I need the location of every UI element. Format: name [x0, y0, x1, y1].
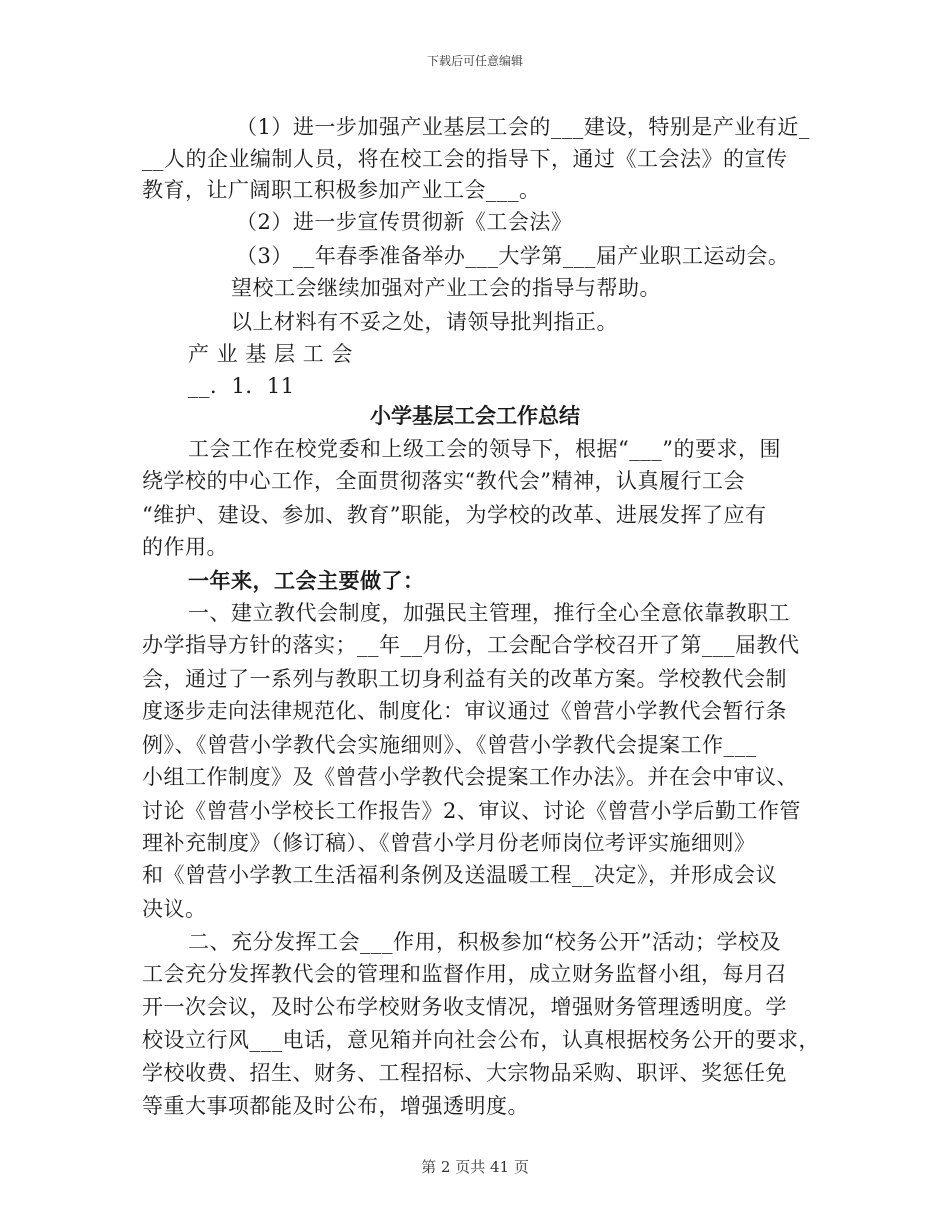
text-line: 开一次会议，及时公布学校财务收支情况，增强财务管理透明度。学 — [142, 995, 787, 1019]
text-line: 工会充分发挥教代会的管理和监督作用，成立财务监督小组，每月召 — [142, 962, 787, 986]
page-footer: 第 2 页共 41 页 — [421, 1158, 529, 1176]
text-line: 二、充分发挥工会___作用，积极参加“校务公开”活动；学校及 — [188, 930, 781, 954]
text-line: （2）进一步宣传贯彻新《工会法》 — [236, 210, 573, 234]
text-line: 的作用。 — [142, 535, 228, 559]
text-line: 决议。 — [142, 897, 207, 921]
article-title: 小学基层工会工作总结 — [370, 403, 580, 428]
text-line: 和《曾营小学教工生活福利条例及送温暖工程__决定》，并形成会议 — [142, 863, 777, 887]
text-line: 绕学校的中心工作，全面贯彻落实“教代会”精神，认真履行工会 — [142, 469, 745, 493]
text-line: 会，通过了一系列与教职工切身利益有关的改革方案。学校教代会制 — [142, 667, 787, 691]
text-line: 教育，让广阔职工积极参加产业工会___。 — [142, 178, 541, 202]
text-line: （3）__年春季准备举办___大学第___届产业职工运动会。 — [236, 244, 790, 268]
text-line: 望校工会继续加强对产业工会的指导与帮助。 — [231, 276, 661, 300]
organization-signature: 产 业 基 层 工 会 — [188, 342, 353, 366]
text-line: 工会工作在校党委和上级工会的领导下，根据“___”的要求，围 — [188, 437, 781, 461]
section-subheading: 一年来，工会主要做了： — [188, 568, 425, 593]
text-line: 讨论《曾营小学校长工作报告》2、审议、讨论《曾营小学后勤工作管 — [142, 799, 801, 823]
signature-date: __．1．11 — [188, 374, 295, 398]
page-header: 下载后可任意编辑 — [426, 54, 523, 68]
text-line: 小组工作制度》及《曾营小学教代会提案工作办法》。并在会中审议、 — [142, 765, 798, 789]
text-line: 以上材料有不妥之处，请领导批判指正。 — [231, 310, 618, 334]
text-line: __人的企业编制人员，将在校工会的指导下，通过《工会法》的宣传 — [142, 147, 788, 171]
text-line: 理补充制度》（修订稿）、《曾营小学月份老师岗位考评实施细则》 — [142, 831, 756, 855]
text-line: 校设立行风___电话，意见箱并向社会公布，认真根据校务公开的要求， — [142, 1028, 820, 1052]
text-line: 办学指导方针的落实；__年__月份，工会配合学校召开了第___届教代 — [142, 633, 800, 657]
text-line: （1）进一步加强产业基层工会的___建设，特别是产业有近_ — [236, 115, 810, 139]
text-line: “维护、建设、参加、教育”职能，为学校的改革、进展发挥了应有 — [142, 503, 767, 527]
text-line: 例》、《曾营小学教代会实施细则》、《曾营小学教代会提案工作___ — [142, 733, 757, 757]
text-line: 等重大事项都能及时公布，增强透明度。 — [142, 1094, 529, 1118]
text-line: 度逐步走向法律规范化、制度化：审议通过《曾营小学教代会暂行条 — [142, 699, 787, 723]
text-line: 学校收费、招生、财务、工程招标、大宗物品采购、职评、奖惩任免 — [142, 1061, 787, 1085]
text-line: 一、建立教代会制度，加强民主管理，推行全心全意依靠教职工 — [188, 601, 790, 625]
